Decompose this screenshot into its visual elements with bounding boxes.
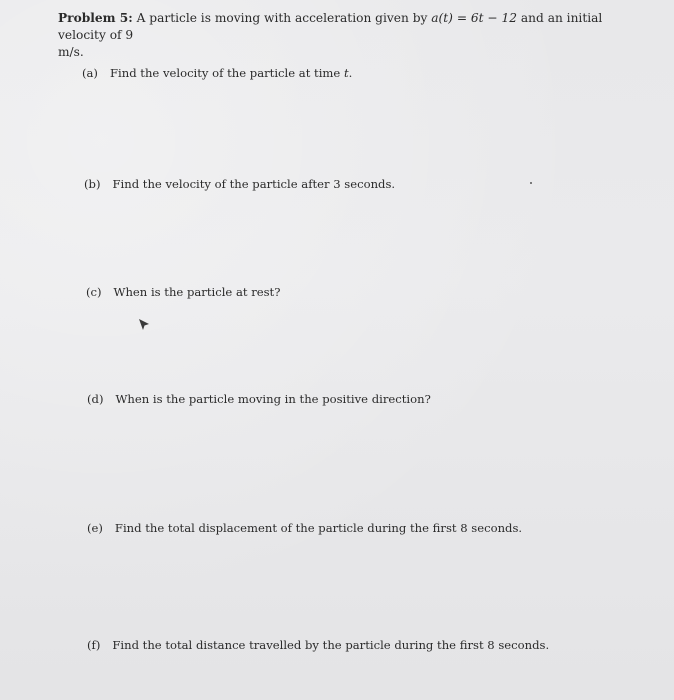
part-d: [87, 392, 431, 406]
part-d-text: When is the particle moving in the positive direction?: [115, 392, 431, 406]
problem-statement: [58, 10, 638, 61]
part-a-variable: t: [343, 66, 349, 80]
part-d-letter: (d): [87, 392, 104, 406]
paper-speck: [530, 182, 532, 184]
part-e-letter: (e): [87, 521, 103, 535]
part-f-letter: (f): [87, 638, 101, 652]
problem-label: Problem 5:: [58, 11, 133, 25]
part-a-end: .: [348, 66, 353, 80]
part-f-text: Find the total distance travelled by the particle during the first 8 seconds.: [112, 638, 550, 652]
problem-units: m/s.: [58, 45, 84, 59]
part-f: [87, 638, 549, 652]
acceleration-equation: a(t) = 6t − 12: [431, 11, 518, 25]
part-a-letter: (a): [82, 66, 98, 80]
problem-text-before: A particle is moving with acceleration given by: [136, 11, 428, 25]
part-a-text: Find the velocity of the particle at time: [109, 66, 341, 80]
part-b: [84, 177, 395, 191]
part-e: [87, 521, 522, 535]
part-b-letter: (b): [84, 177, 101, 191]
part-c: [86, 285, 280, 299]
part-a: [82, 66, 352, 80]
mouse-pointer-icon: [137, 318, 151, 332]
part-b-text: Find the velocity of the particle after 3 seconds.: [112, 177, 396, 191]
part-e-text: Find the total displacement of the particle during the first 8 seconds.: [114, 521, 523, 535]
problem-text-after: and an initial velocity of 9: [58, 11, 603, 42]
part-c-text: When is the particle at rest?: [113, 285, 281, 299]
part-c-letter: (c): [86, 285, 102, 299]
